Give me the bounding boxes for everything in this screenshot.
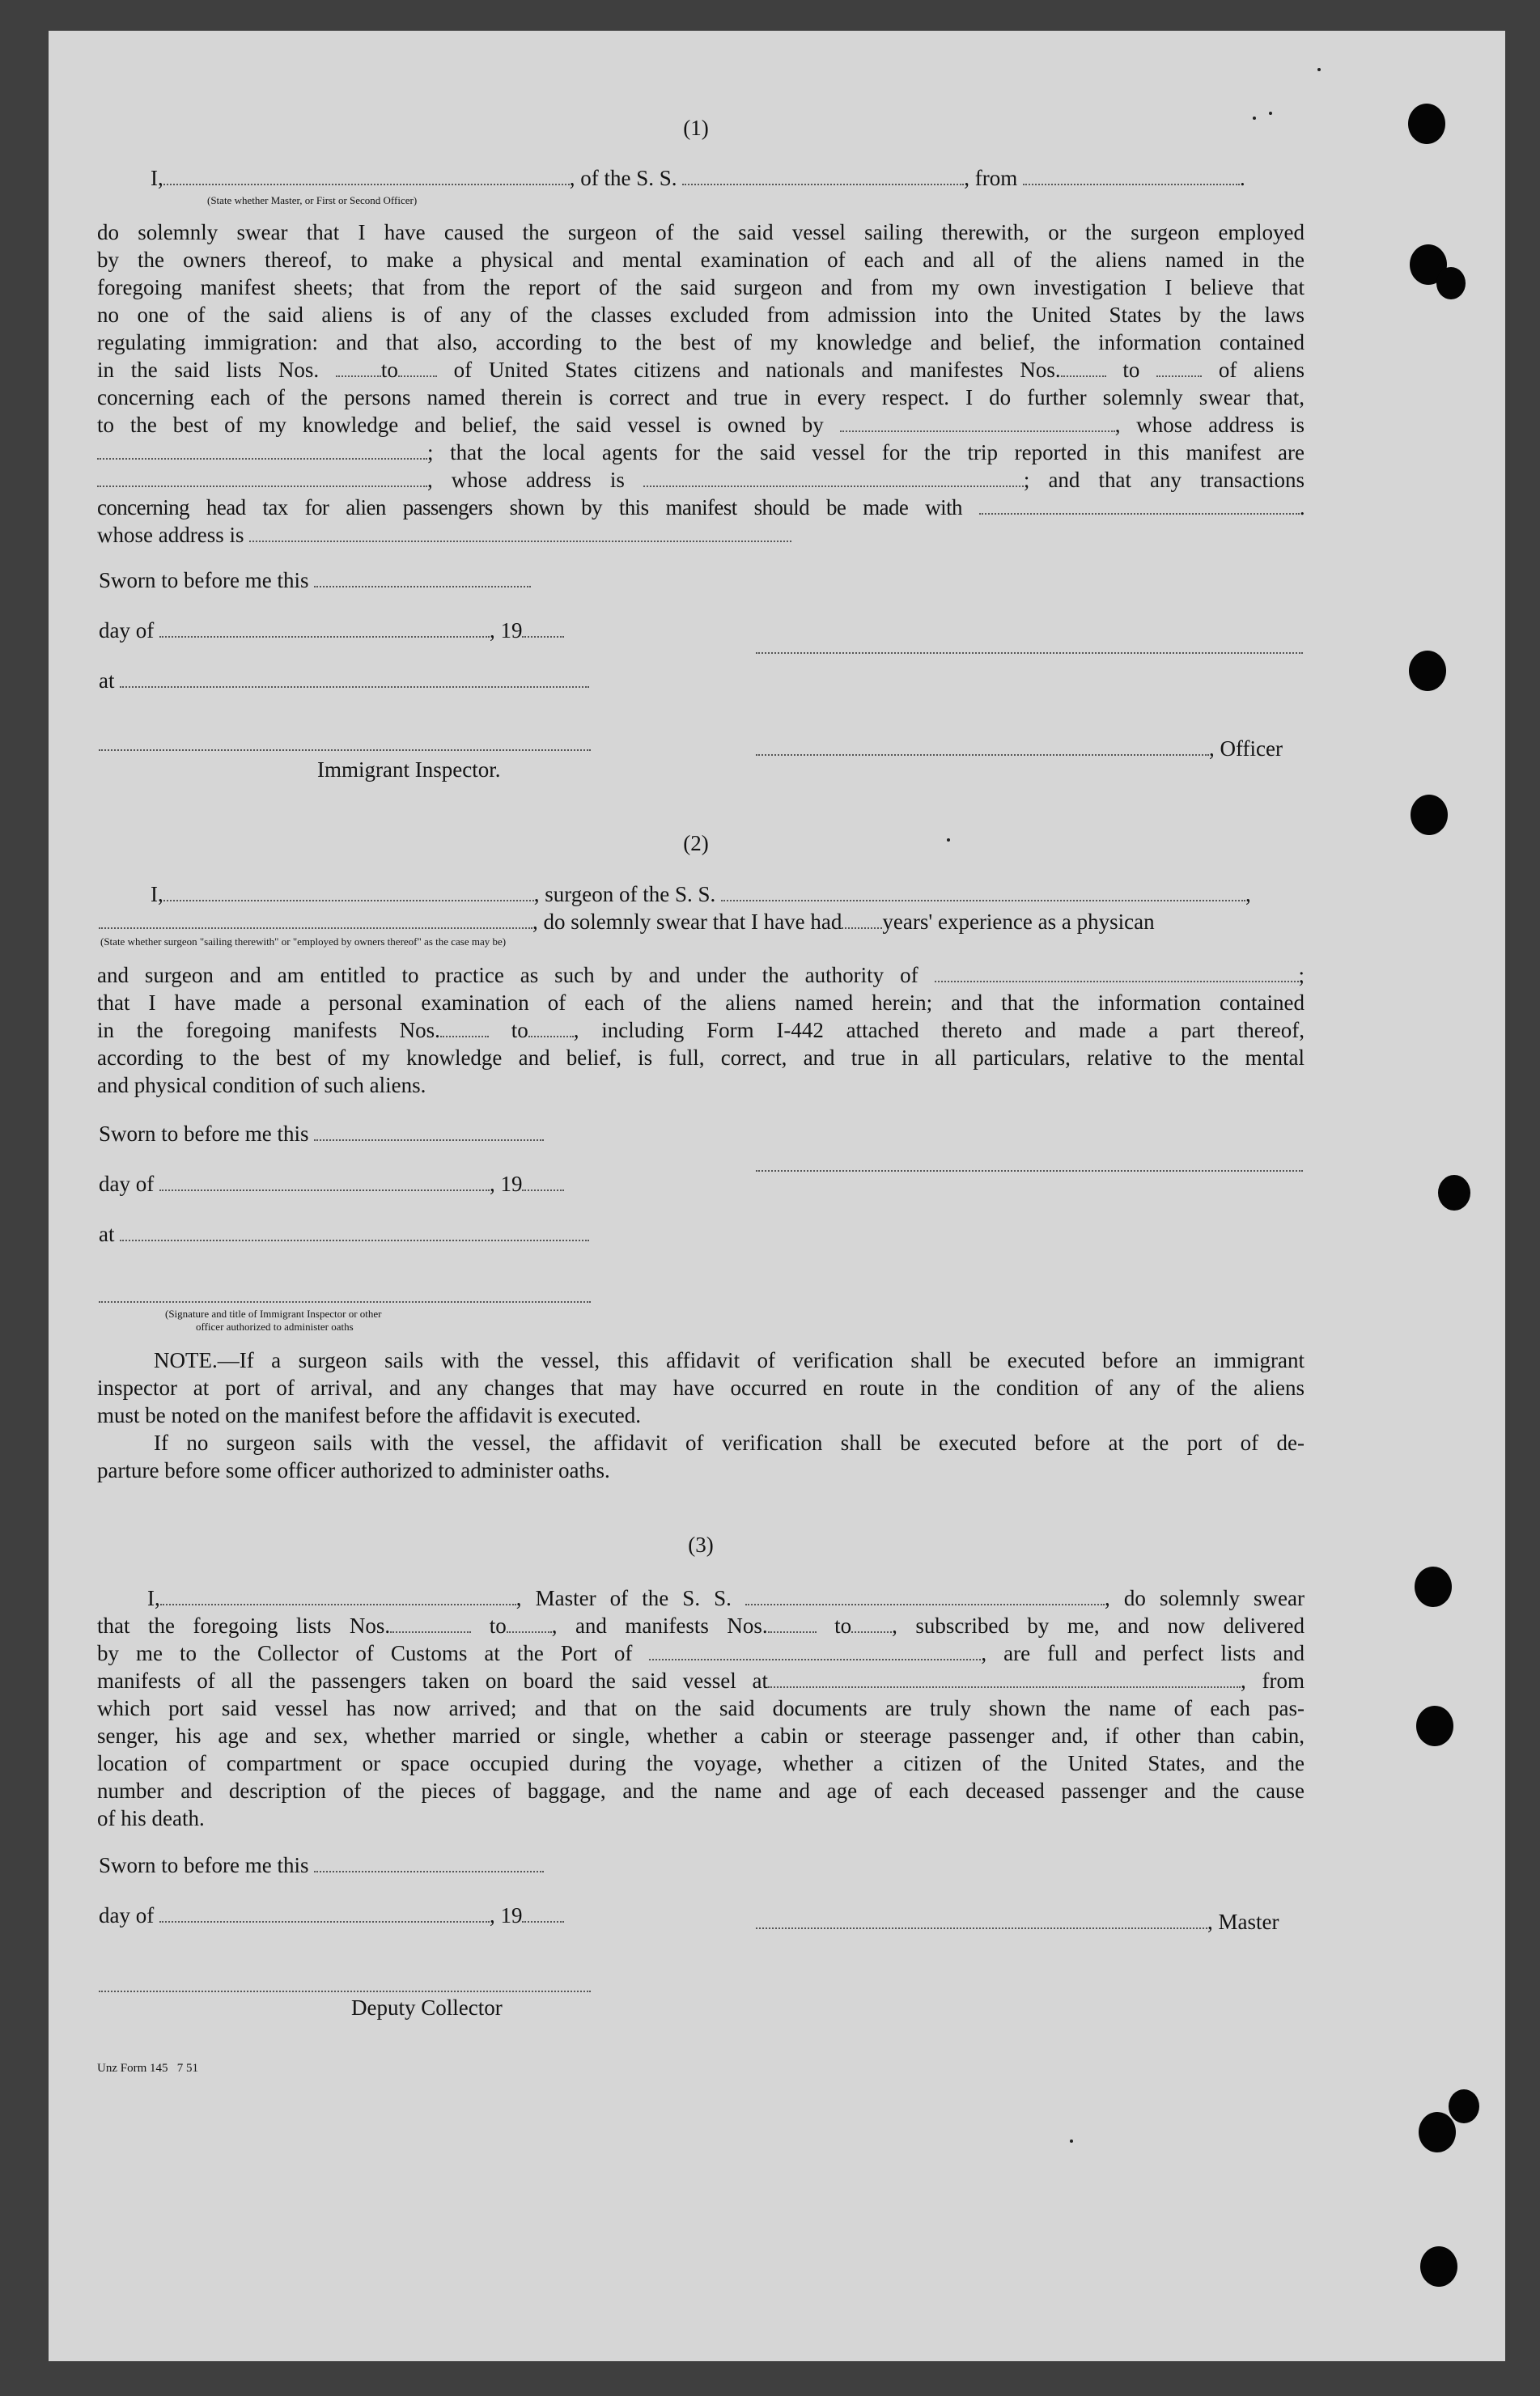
officer-name-field[interactable] xyxy=(163,166,570,185)
s1-at: at xyxy=(99,667,589,694)
s1-at-field[interactable] xyxy=(120,668,589,688)
punch-hole xyxy=(1438,1175,1470,1211)
s3-manifests-from-field[interactable] xyxy=(768,1614,817,1633)
s2-month-field[interactable] xyxy=(159,1172,490,1191)
s1-inspector-signature-line[interactable] xyxy=(99,749,591,751)
s2-at-field[interactable] xyxy=(120,1222,589,1241)
citizen-list-from-field[interactable] xyxy=(336,358,381,377)
s2-paragraph: and surgeon and am entitled to practice as such by and under the authority of ; that I have made a personal examination of each of the aliens named herein; and that the information contained in the foregoing manifests Nos. to , including Form I-442 attached thereto and made a part thereof, according to the best of my knowledge and belief, is full, correct, and true in all particulars, relative to the mental and physical condition of such aliens. xyxy=(97,963,1305,1097)
s3-year-field[interactable] xyxy=(522,1903,564,1923)
speck xyxy=(1253,117,1256,120)
years-experience-field[interactable] xyxy=(842,910,882,929)
punch-hole xyxy=(1436,267,1466,299)
s3-month-field[interactable] xyxy=(159,1903,490,1923)
s3-dayof: day of , 19 xyxy=(99,1902,564,1929)
punch-hole xyxy=(1416,1706,1453,1746)
speck xyxy=(1269,112,1272,115)
embark-port-field[interactable] xyxy=(768,1669,1241,1688)
authority-field[interactable] xyxy=(935,963,1299,982)
s2-inspector-signature-line[interactable] xyxy=(99,1301,591,1303)
s1-officer-note: (State whether Master, or First or Second Officer) xyxy=(207,194,418,206)
s1-line-1: I, , of the S. S. , from . xyxy=(151,166,1245,190)
s1-officer-line: , Officer xyxy=(756,735,1283,762)
s2-manifest-from-field[interactable] xyxy=(440,1018,489,1037)
agents-address-field[interactable] xyxy=(643,468,1024,487)
s2-note: NOTE.—If a surgeon sails with the vessel, this affidavit of verification shall be executed before an immigrant inspector at port of arrival, and any changes that may have occurred en route in the condition of any of the aliens must be noted on the manifest before the affidavit is executed. If no surgeon sails with the vessel, the affidavit of verification shall be executed before at the port of de- parture before some officer authorized to administer oaths. xyxy=(97,1348,1305,1482)
speck xyxy=(1070,2139,1073,2143)
s3-master-line: , Master xyxy=(756,1908,1279,1936)
s1-paragraph: do solemnly swear that I have caused the surgeon of the said vessel sailing therewith, or the surgeon employed by the owners thereof, to make a physical and mental examination of each and all of the aliens named in the foregoing manifest sheets; that from the report of the said surgeon and from my own investigation I believe that no one of the said aliens is of any of the classes excluded from admission into the United States by the laws regulating immigration: and that also, according to the best of my knowledge and belief, the information contained in the said lists Nos. to of United States citizens and nationals and manifestes Nos. to of aliens concerning each of the persons named therein is correct and true in every respect. I do further solemnly swear that, to the best of my knowledge and belief, the said vessel is owned by , whose address is ; that the local agents for the said vessel for the trip reported in this manifest are , whose address is ; and that any transactions concerning head tax for alien passengers shown by this manifest should be made with . whose address is xyxy=(97,220,1305,547)
s1-dayof: day of , 19 xyxy=(99,617,564,644)
s2-sworn-date-field[interactable] xyxy=(314,1122,544,1141)
punch-hole xyxy=(1420,2246,1457,2287)
s3-lists-to-field[interactable] xyxy=(507,1614,552,1633)
punch-hole xyxy=(1449,2089,1479,2123)
s1-sworn: Sworn to before me this xyxy=(99,566,531,594)
s3-lists-from-field[interactable] xyxy=(390,1614,471,1633)
citizen-list-to-field[interactable] xyxy=(398,358,437,377)
speck xyxy=(947,838,950,842)
s1-officer-signature-field[interactable] xyxy=(756,736,1209,756)
punch-hole xyxy=(1415,1567,1452,1607)
punch-hole xyxy=(1409,651,1446,691)
s2-surgeon-note: (State whether surgeon "sailing therewith" or "employed by owners thereof" as the case may be) xyxy=(100,935,507,948)
s2-dayof: day of , 19 xyxy=(99,1170,564,1198)
form-number: Unz Form 145 7 51 xyxy=(97,2062,198,2075)
s1-inspector-label: Immigrant Inspector. xyxy=(317,757,501,782)
master-name-field[interactable] xyxy=(160,1586,516,1605)
s3-sworn: Sworn to before me this xyxy=(99,1851,544,1879)
punch-hole xyxy=(1408,104,1445,144)
s2-vessel-field[interactable] xyxy=(721,882,1245,901)
s1-officer-signature-upper[interactable] xyxy=(756,652,1303,654)
deputy-collector-label: Deputy Collector xyxy=(351,1995,503,2020)
s3-manifests-to-field[interactable] xyxy=(851,1614,892,1633)
s3-deputy-signature-line[interactable] xyxy=(99,1991,591,1992)
surgeon-type-field[interactable] xyxy=(99,910,532,929)
speck xyxy=(1317,68,1321,71)
s3-vessel-field[interactable] xyxy=(745,1586,1105,1605)
s2-at: at xyxy=(99,1220,589,1248)
alien-manifest-from-field[interactable] xyxy=(1061,358,1106,377)
s2-line-2: , do solemnly swear that I have had years' experience as a physican xyxy=(99,908,1155,935)
vessel-name-field[interactable] xyxy=(682,166,964,185)
s2-sworn: Sworn to before me this xyxy=(99,1120,544,1147)
s2-line-1: I, , surgeon of the S. S. , xyxy=(151,882,1251,906)
s2-signature-note-2: officer authorized to administer oaths xyxy=(196,1321,354,1333)
section-1-number: (1) xyxy=(683,116,709,140)
s2-signature-note-1: (Signature and title of Immigrant Inspector or other xyxy=(165,1308,382,1320)
s2-year-field[interactable] xyxy=(522,1172,564,1191)
s1-year-field[interactable] xyxy=(522,618,564,638)
agents-field[interactable] xyxy=(97,468,427,487)
s3-paragraph: I, , Master of the S. S. , do solemnly swear that the foregoing lists Nos. to , and manifests Nos. to , subscribed by me, and now delivered by me to the Collector of Customs at the Port of , are full and perfect lists and manifests of all the passengers taken on board the said vessel at , from which port said vessel has now arrived; and that on the said documents are truly shown the name of each pas- senger, his age and sex, whether married or single, whether a cabin or steerage passenger and, if other than cabin, location of compartment or space occupied during the voyage, whether a citizen of the United States, and the number and description of the pieces of baggage, and the name and age of each deceased passenger and the cause of his death. xyxy=(97,1586,1305,1830)
s2-surgeon-signature-line[interactable] xyxy=(756,1170,1303,1172)
s1-month-field[interactable] xyxy=(159,618,490,638)
s3-sworn-date-field[interactable] xyxy=(314,1853,544,1872)
head-tax-field[interactable] xyxy=(979,495,1300,515)
s1-sworn-date-field[interactable] xyxy=(314,568,531,587)
section-3-number: (3) xyxy=(688,1533,714,1557)
punch-hole xyxy=(1419,2112,1456,2152)
surgeon-name-field[interactable] xyxy=(163,882,534,901)
punch-hole xyxy=(1411,795,1448,835)
s2-manifest-to-field[interactable] xyxy=(528,1018,574,1037)
port-field[interactable] xyxy=(649,1641,981,1660)
head-tax-address-field[interactable] xyxy=(249,523,791,542)
from-port-field[interactable] xyxy=(1023,166,1240,185)
alien-manifest-to-field[interactable] xyxy=(1156,358,1202,377)
owner-address-field[interactable] xyxy=(97,440,427,460)
owner-field[interactable] xyxy=(840,413,1115,432)
section-2-number: (2) xyxy=(683,831,709,855)
master-signature-field[interactable] xyxy=(756,1910,1207,1929)
